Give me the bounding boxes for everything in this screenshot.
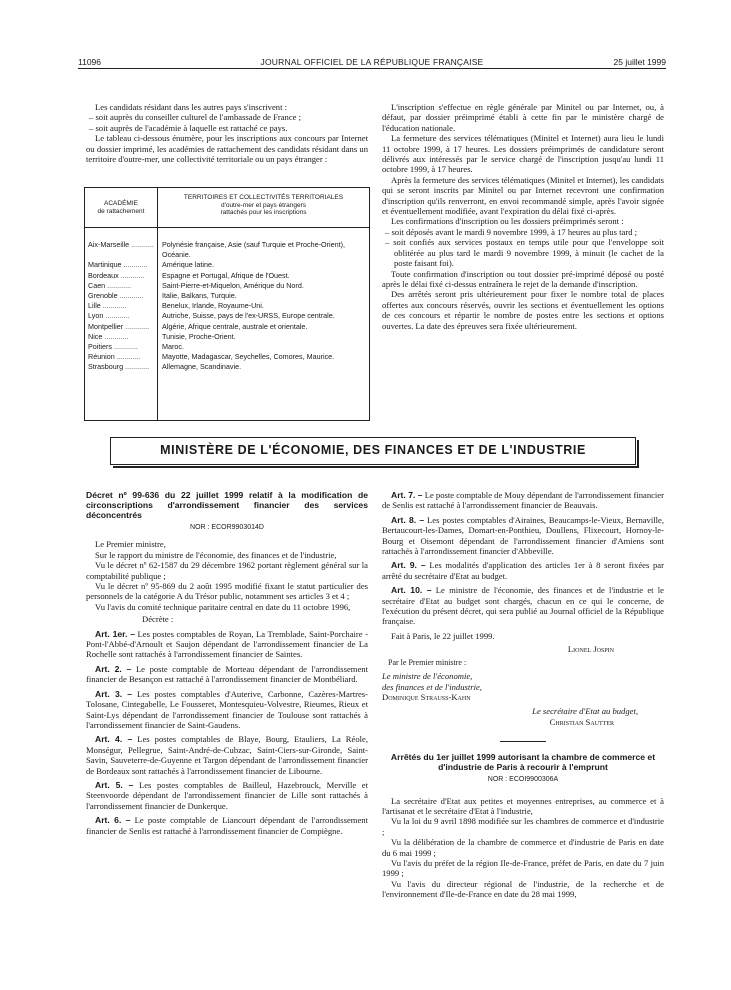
academie-cell: Caen .....: [85, 281, 154, 291]
decret-column-right: [382, 490, 664, 900]
table-row: [85, 291, 369, 301]
academie-cell: Grenoble .....: [85, 291, 154, 301]
paragraph: Vu l'avis du comité technique paritaire central en date du 11 octobre 1996,: [95, 601, 351, 612]
decret-title: Décret nº 99-636 du 22 juillet 1999 relatif à la modification de circonscriptions d'arrondissement financier des services déconcentrés: [86, 490, 368, 520]
paragraph: Des arrêtés seront pris ultérieurement pour fixer le nombre total de places offertes aux concours réservés, ouvrir les sections et éventuellement les options de ces concours et répartir le nombre de postes entre les sections et options ouvertes. La date des épreuves sera fixée ultérieurement.: [382, 289, 664, 331]
article-label: Art. 2. –: [95, 663, 132, 674]
territoires-cell: Espagne et Portugal, Afrique de l'Ouest.: [162, 270, 290, 280]
academie-cell: Aix-Marseille .....: [85, 240, 154, 260]
article-label: Art. 10. –: [391, 585, 432, 596]
article-text: Le poste comptable de Mouy dépendant de l'arrondissement financier de Senlis est rattaché à l'arrondissement financier de Beauvais.: [382, 490, 664, 511]
par-premier-ministre: Par le Premier ministre :: [388, 657, 467, 667]
table-row: [85, 352, 369, 362]
article-label: Art. 1er. –: [95, 628, 135, 639]
table-row: [85, 271, 369, 281]
article-label: Art. 9. –: [391, 560, 426, 571]
article: [382, 560, 664, 581]
territoires-cell: Benelux, Irlande, Royaume-Uni.: [162, 301, 264, 311]
article: [382, 490, 664, 511]
signature-minister: Dominique Strauss-Kahn: [382, 691, 471, 702]
academie-cell: Réunion .....: [85, 352, 154, 362]
article-label: Art. 3. –: [95, 688, 133, 699]
territoires-cell: Allemagne, Scandinavie.: [162, 362, 242, 372]
table-row: [85, 240, 369, 260]
paragraph: Sur le rapport du ministre de l'économie, des finances et de l'industrie,: [95, 549, 337, 560]
paragraph: Le Premier ministre,: [95, 539, 166, 550]
paragraph: Vu le décret nº 62-1587 du 29 décembre 1962 portant règlement général sur la comptabilité publique ;: [86, 560, 368, 581]
paragraph: Les candidats résidant dans les autres pays s'inscrivent :: [95, 102, 287, 112]
territoires-cell: Amérique latine.: [162, 260, 214, 270]
table-row: [85, 342, 369, 352]
paragraph: Vu l'avis du directeur régional de l'industrie, de la recherche et de l'environnement d'Ile-de-France en date du 28 mai 1999,: [382, 878, 664, 900]
article-text: Les postes comptables de Royan, La Tremblade, Saint-Porchaire - Pont-l'Abbé-d'Arnoult et Saujon dépendant de l'arrondissement financier de La Rochelle sont rattachés à l'arrondissement financier de Saintes.: [86, 628, 368, 660]
decret-nor: NOR : ECOR9903014D: [190, 524, 264, 531]
arretes-nor: NOR : ECOI9900306A: [487, 776, 559, 784]
article: [382, 515, 664, 557]
paragraph: Toute confirmation d'inscription ou tout dossier pré-imprimé déposé ou posté après le délai fixé ci-dessus entraînera le rejet de la demande d'inscription.: [382, 268, 664, 289]
article-label: Art. 4. –: [95, 734, 133, 745]
paragraph: Vu le décret nº 95-869 du 2 août 1995 modifié fixant le statut particulier des personnels de la catégorie A du Trésor public, notamment ses articles 3 et 4 ;: [86, 581, 368, 602]
academie-cell: Lyon .....: [85, 311, 154, 321]
paragraph: Vu l'avis du préfet de la région Ile-de-France, préfet de Paris, en date du 7 juin 1999 ;: [382, 857, 664, 879]
academie-cell: Lille .....: [85, 301, 154, 311]
paragraph: Les confirmations d'inscription ou les dossiers préimprimés seront :: [391, 216, 624, 227]
article: [86, 629, 368, 660]
territoires-cell: Mayotte, Madagascar, Seychelles, Comores, Maurice.: [162, 352, 335, 362]
dash-item: – soit confiés aux services postaux en temps utile pour que l'enveloppe soit oblitérée au plus tard le mardi 9 novembre 1999, à minuit (le cachet de la poste faisant foi).: [385, 237, 664, 269]
secretary-title: Le secrétaire d'Etat au budget,: [532, 706, 638, 717]
paragraph: Après la fermeture des services télématiques (Minitel et Internet), les candidats qui se seront inscrits par Minitel ou par Internet recevront une confirmation d'inscription qu'ils renverront, en envoi recommandé simple, après l'avoir signée et éventuellement modifiée, avant l'expiration du délai fixé ci-après.: [382, 174, 664, 217]
section-separator: [500, 741, 546, 742]
decrete: Décrète :: [142, 614, 174, 625]
table-head-text: d'outre-mer et pays étrangers: [220, 201, 307, 209]
paragraph: La secrétaire d'Etat aux petites et moyennes entreprises, au commerce et à l'artisanat et le secrétaire d'Etat à l'industrie,: [382, 795, 664, 816]
article: [86, 815, 368, 836]
paragraph: L'inscription s'effectue en règle générale par Minitel ou par Internet, ou, à défaut, par dossier préimprimé établi à cette fin par le ministère chargé de l'éducation nationale.: [382, 102, 664, 133]
article-text: Le poste comptable de Liancourt dépendant de l'arrondissement financier de Senlis est rattaché à l'arrondissement financier de Compiègne.: [86, 815, 368, 836]
dash-item: – soit déposés avant le mardi 9 novembre 1999, à 17 heures au plus tard ;: [385, 226, 638, 237]
article-text: Le poste comptable de Morteau dépendant de l'arrondissement financier de Besançon est rattaché à l'arrondissement financier de Montbéliard.: [86, 663, 368, 685]
academie-cell: Nice .....: [85, 332, 154, 342]
table-row: [85, 260, 369, 270]
territoires-cell: Maroc.: [162, 342, 184, 352]
header-rule: [78, 68, 666, 69]
table-row: [85, 301, 369, 311]
territoires-cell: Autriche, Suisse, pays de l'ex-URSS, Europe centrale.: [162, 311, 335, 321]
article: [86, 689, 368, 731]
academie-cell: Strasbourg .....: [85, 362, 154, 372]
territoires-cell: Polynésie française, Asie (sauf Turquie et Proche-Orient), Océanie.: [162, 240, 345, 260]
journal-title: JOURNAL OFFICIEL DE LA RÉPUBLIQUE FRANÇAISE: [260, 57, 484, 67]
table-head-text: TERRITOIRES ET COLLECTIVITÉS TERRITORIALES: [183, 194, 344, 201]
table-head-text: de rattachement: [97, 208, 145, 215]
signature-secretary: Christian Sautter: [549, 716, 614, 727]
academie-cell: Poitiers .....: [85, 342, 154, 352]
article-text: Les postes comptables de Blaye, Bourg, Etauliers, La Réole, Monségur, Pellegrue, Saint-André-de-Cubzac, Saint-Ciers-sur-Gironde, Saint-Savin, Sauveterre-de-Guyenne et Targon dépendant de l'arrondissement financier de Bordeaux sont rattachés à l'arrondissement financier de Libourne.: [86, 734, 368, 776]
table-row: [85, 281, 369, 291]
minister-title: des finances et de l'industrie,: [382, 681, 482, 692]
article-label: Art. 8. –: [391, 514, 425, 525]
page-number: 11096: [78, 57, 102, 67]
article-text: Le ministre de l'économie, des finances et de l'industrie et le secrétaire d'Etat au budget sont chargés, chacun en ce qui le concerne, de l'exécution du présent décret, qui sera publié au Journal officiel de la République française.: [382, 585, 664, 627]
dash-item: – soit auprès du conseiller culturel de l'ambassade de France ;: [89, 112, 302, 123]
table-row: [85, 322, 369, 332]
paragraph: Le tableau ci-dessous énumère, pour les inscriptions aux concours par Internet ou dossier imprimé, les académies de rattachement des candidats résidant dans un territoire d'outre-mer, une collectivité territoriale ou un pays étranger :: [86, 133, 368, 165]
table-head-academie: [85, 188, 158, 228]
ministry-banner: MINISTÈRE DE L'ÉCONOMIE, DES FINANCES ET DE L'INDUSTRIE: [110, 437, 636, 465]
academie-cell: Bordeaux .....: [85, 271, 154, 281]
academie-table: [84, 187, 370, 421]
issue-date: 25 juillet 1999: [613, 57, 666, 67]
dash-item: – soit auprès de l'académie à laquelle est rattaché ce pays.: [89, 122, 288, 133]
academie-cell: Martinique .....: [85, 260, 154, 270]
table-head-text: ACADÉMIE: [104, 200, 138, 207]
territoires-cell: Saint-Pierre-et-Miquelon, Amérique du Nord.: [162, 280, 304, 290]
signature-pm: Lionel Jospin: [567, 644, 614, 655]
article-text: Les postes comptables de Bailleul, Hazebrouck, Merville et Steenvoorde dépendant de l'arrondissement financier de Lille sont rattachés à l'arrondissement financier de Dunkerque.: [86, 779, 368, 811]
minister-title: Le ministre de l'économie,: [382, 671, 473, 682]
article-text: Les postes comptables d'Airaines, Beaucamps-le-Vieux, Bernaville, Bertaucourt-les-Dames, Domart-en-Ponthieu, Doullens, Flixecourt, Hornoy-le-Bourg et Oisemont dépendant de l'arrondissement financier d'Amiens sont rattachés à l'arrondissement financier d'Abbeville.: [382, 514, 664, 557]
academie-cell: Montpellier .....: [85, 322, 154, 332]
top-right-column: [382, 102, 664, 331]
table-row: [85, 311, 369, 321]
arretes-title: Arrêtés du 1er juillet 1999 autorisant la chambre de commerce et d'industrie de Paris à recourir à l'emprunt: [390, 752, 656, 773]
article: [86, 780, 368, 811]
table-body: [85, 240, 369, 373]
territoires-cell: Italie, Balkans, Turquie.: [162, 291, 237, 301]
decret-column-left: [86, 490, 368, 836]
fait-a: Fait à Paris, le 22 juillet 1999.: [391, 630, 495, 641]
territoires-cell: Algérie, Afrique centrale, australe et orientale.: [162, 321, 308, 331]
article: [86, 664, 368, 685]
article-text: Les postes comptables d'Auterive, Carbonne, Cazères-Martres-Tolosane, Cintegabelle, Le Fousseret, Montesquieu-Volvestre, Rieumes, Rieux et Saint-Lys dépendant de l'arrondissement financier de Toulouse sont rattachés à l'arrondissement financier de Saint-Gaudens.: [86, 688, 368, 730]
top-left-column: [86, 102, 368, 164]
table-row: [85, 362, 369, 372]
territoires-cell: Tunisie, Proche-Orient.: [162, 331, 236, 341]
article-label: Art. 6. –: [95, 815, 131, 826]
paragraph: Vu la loi du 9 avril 1898 modifiée sur les chambres de commerce et d'industrie ;: [382, 816, 664, 837]
article-label: Art. 7. –: [391, 490, 423, 500]
table-head-territoires: [158, 188, 369, 228]
paragraph: Vu la délibération de la chambre de commerce et d'industrie de Paris en date du 6 mai 1999 ;: [382, 837, 664, 858]
article-label: Art. 5. –: [95, 779, 134, 790]
table-row: [85, 332, 369, 342]
article-text: Les modalités d'application des articles 1er à 8 seront fixées par arrêté du secrétaire d'Etat au budget.: [382, 560, 664, 581]
paragraph: La fermeture des services télématiques (Minitel et Internet) aura lieu le lundi 11 octobre 1999, à 17 heures. Les dossiers préimprimés de candidature seront délivrés aux intéressés par le service chargé de l'inscription jusqu'au lundi 11 octobre 1999, à 17 heures.: [382, 133, 664, 175]
table-head-text: rattachés pour les inscriptions: [220, 209, 307, 217]
article: [382, 585, 664, 627]
article: [86, 734, 368, 776]
